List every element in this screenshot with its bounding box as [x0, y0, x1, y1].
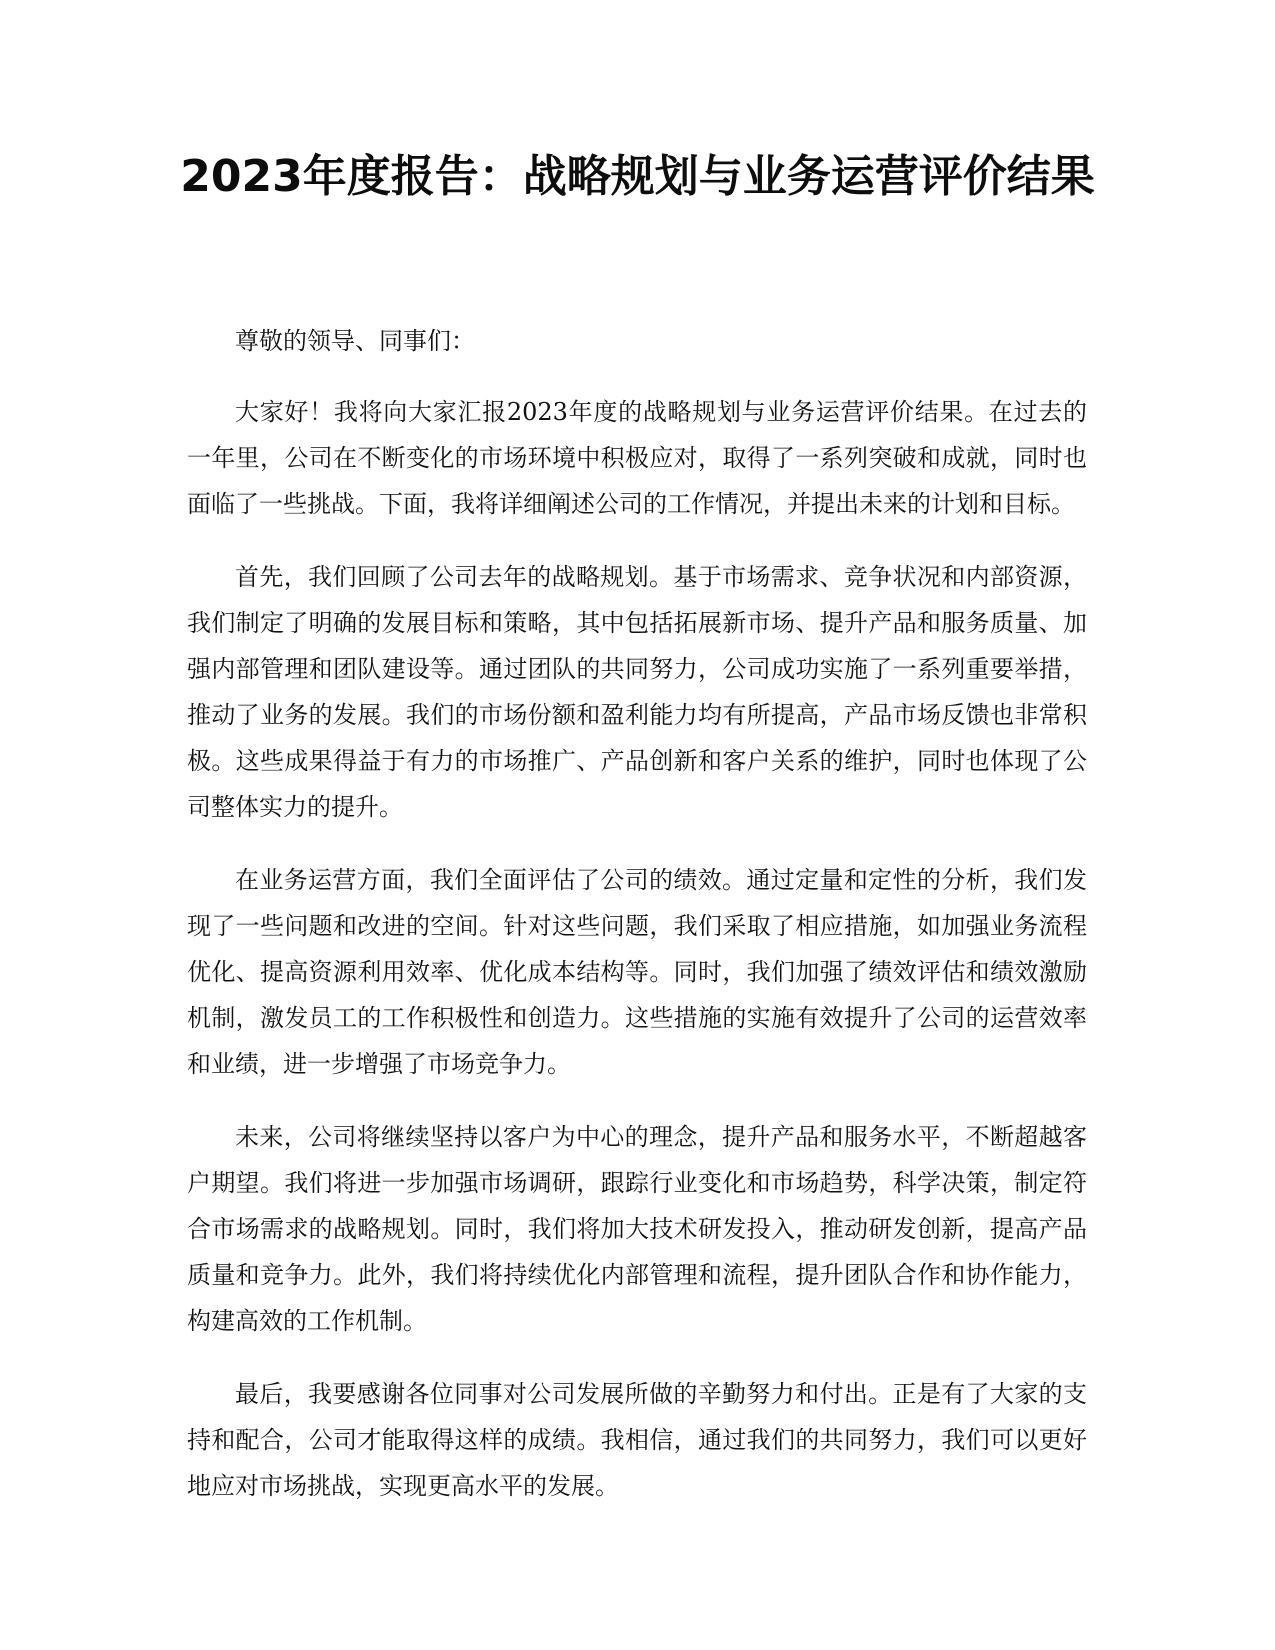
salutation: 尊敬的领导、同事们：: [235, 327, 475, 355]
paragraph-strategy-review: 首先，我们回顾了公司去年的战略规划。基于市场需求、竞争状况和内部资源，我们制定了明确的发展目标和策略，其中包括拓展新市场、提升产品和服务质量、加强内部管理和团队建设等。通过团队的共同努力，公司成功实施了一系列重要举措，推动了业务的发展。我们的市场份额和盈利能力均有所提高，产品市场反馈也非常积极。这些成果得益于有力的市场推广、产品创新和客户关系的维护，同时也体现了公司整体实力的提升。: [187, 563, 1087, 821]
document-title: 2023年度报告：战略规划与业务运营评价结果: [180, 151, 1095, 202]
paragraph-operations: 在业务运营方面，我们全面评估了公司的绩效。通过定量和定性的分析，我们发现了一些问题和改进的空间。针对这些问题，我们采取了相应措施，如加强业务流程优化、提高资源利用效率、优化成本结构等。同时，我们加强了绩效评估和绩效激励机制，激发员工的工作积极性和创造力。这些措施的实施有效提升了公司的运营效率和业绩，进一步增强了市场竞争力。: [187, 866, 1087, 1078]
document-body: [187, 318, 1087, 1536]
paragraph-future-plans: 未来，公司将继续坚持以客户为中心的理念，提升产品和服务水平，不断超越客户期望。我们将进一步加强市场调研，跟踪行业变化和市场趋势，科学决策，制定符合市场需求的战略规划。同时，我们将加大技术研发投入，推动研发创新，提高产品质量和竞争力。此外，我们将持续优化内部管理和流程，提升团队合作和协作能力，构建高效的工作机制。: [187, 1123, 1087, 1335]
paragraph-closing: 最后，我要感谢各位同事对公司发展所做的辛勤努力和付出。正是有了大家的支持和配合，公司才能取得这样的成绩。我相信，通过我们的共同努力，我们可以更好地应对市场挑战，实现更高水平的发展。: [187, 1380, 1087, 1500]
paragraph-intro: 大家好！我将向大家汇报2023年度的战略规划与业务运营评价结果。在过去的一年里，公司在不断变化的市场环境中积极应对，取得了一系列突破和成就，同时也面临了一些挑战。下面，我将详细阐述公司的工作情况，并提出未来的计划和目标。: [187, 398, 1087, 518]
